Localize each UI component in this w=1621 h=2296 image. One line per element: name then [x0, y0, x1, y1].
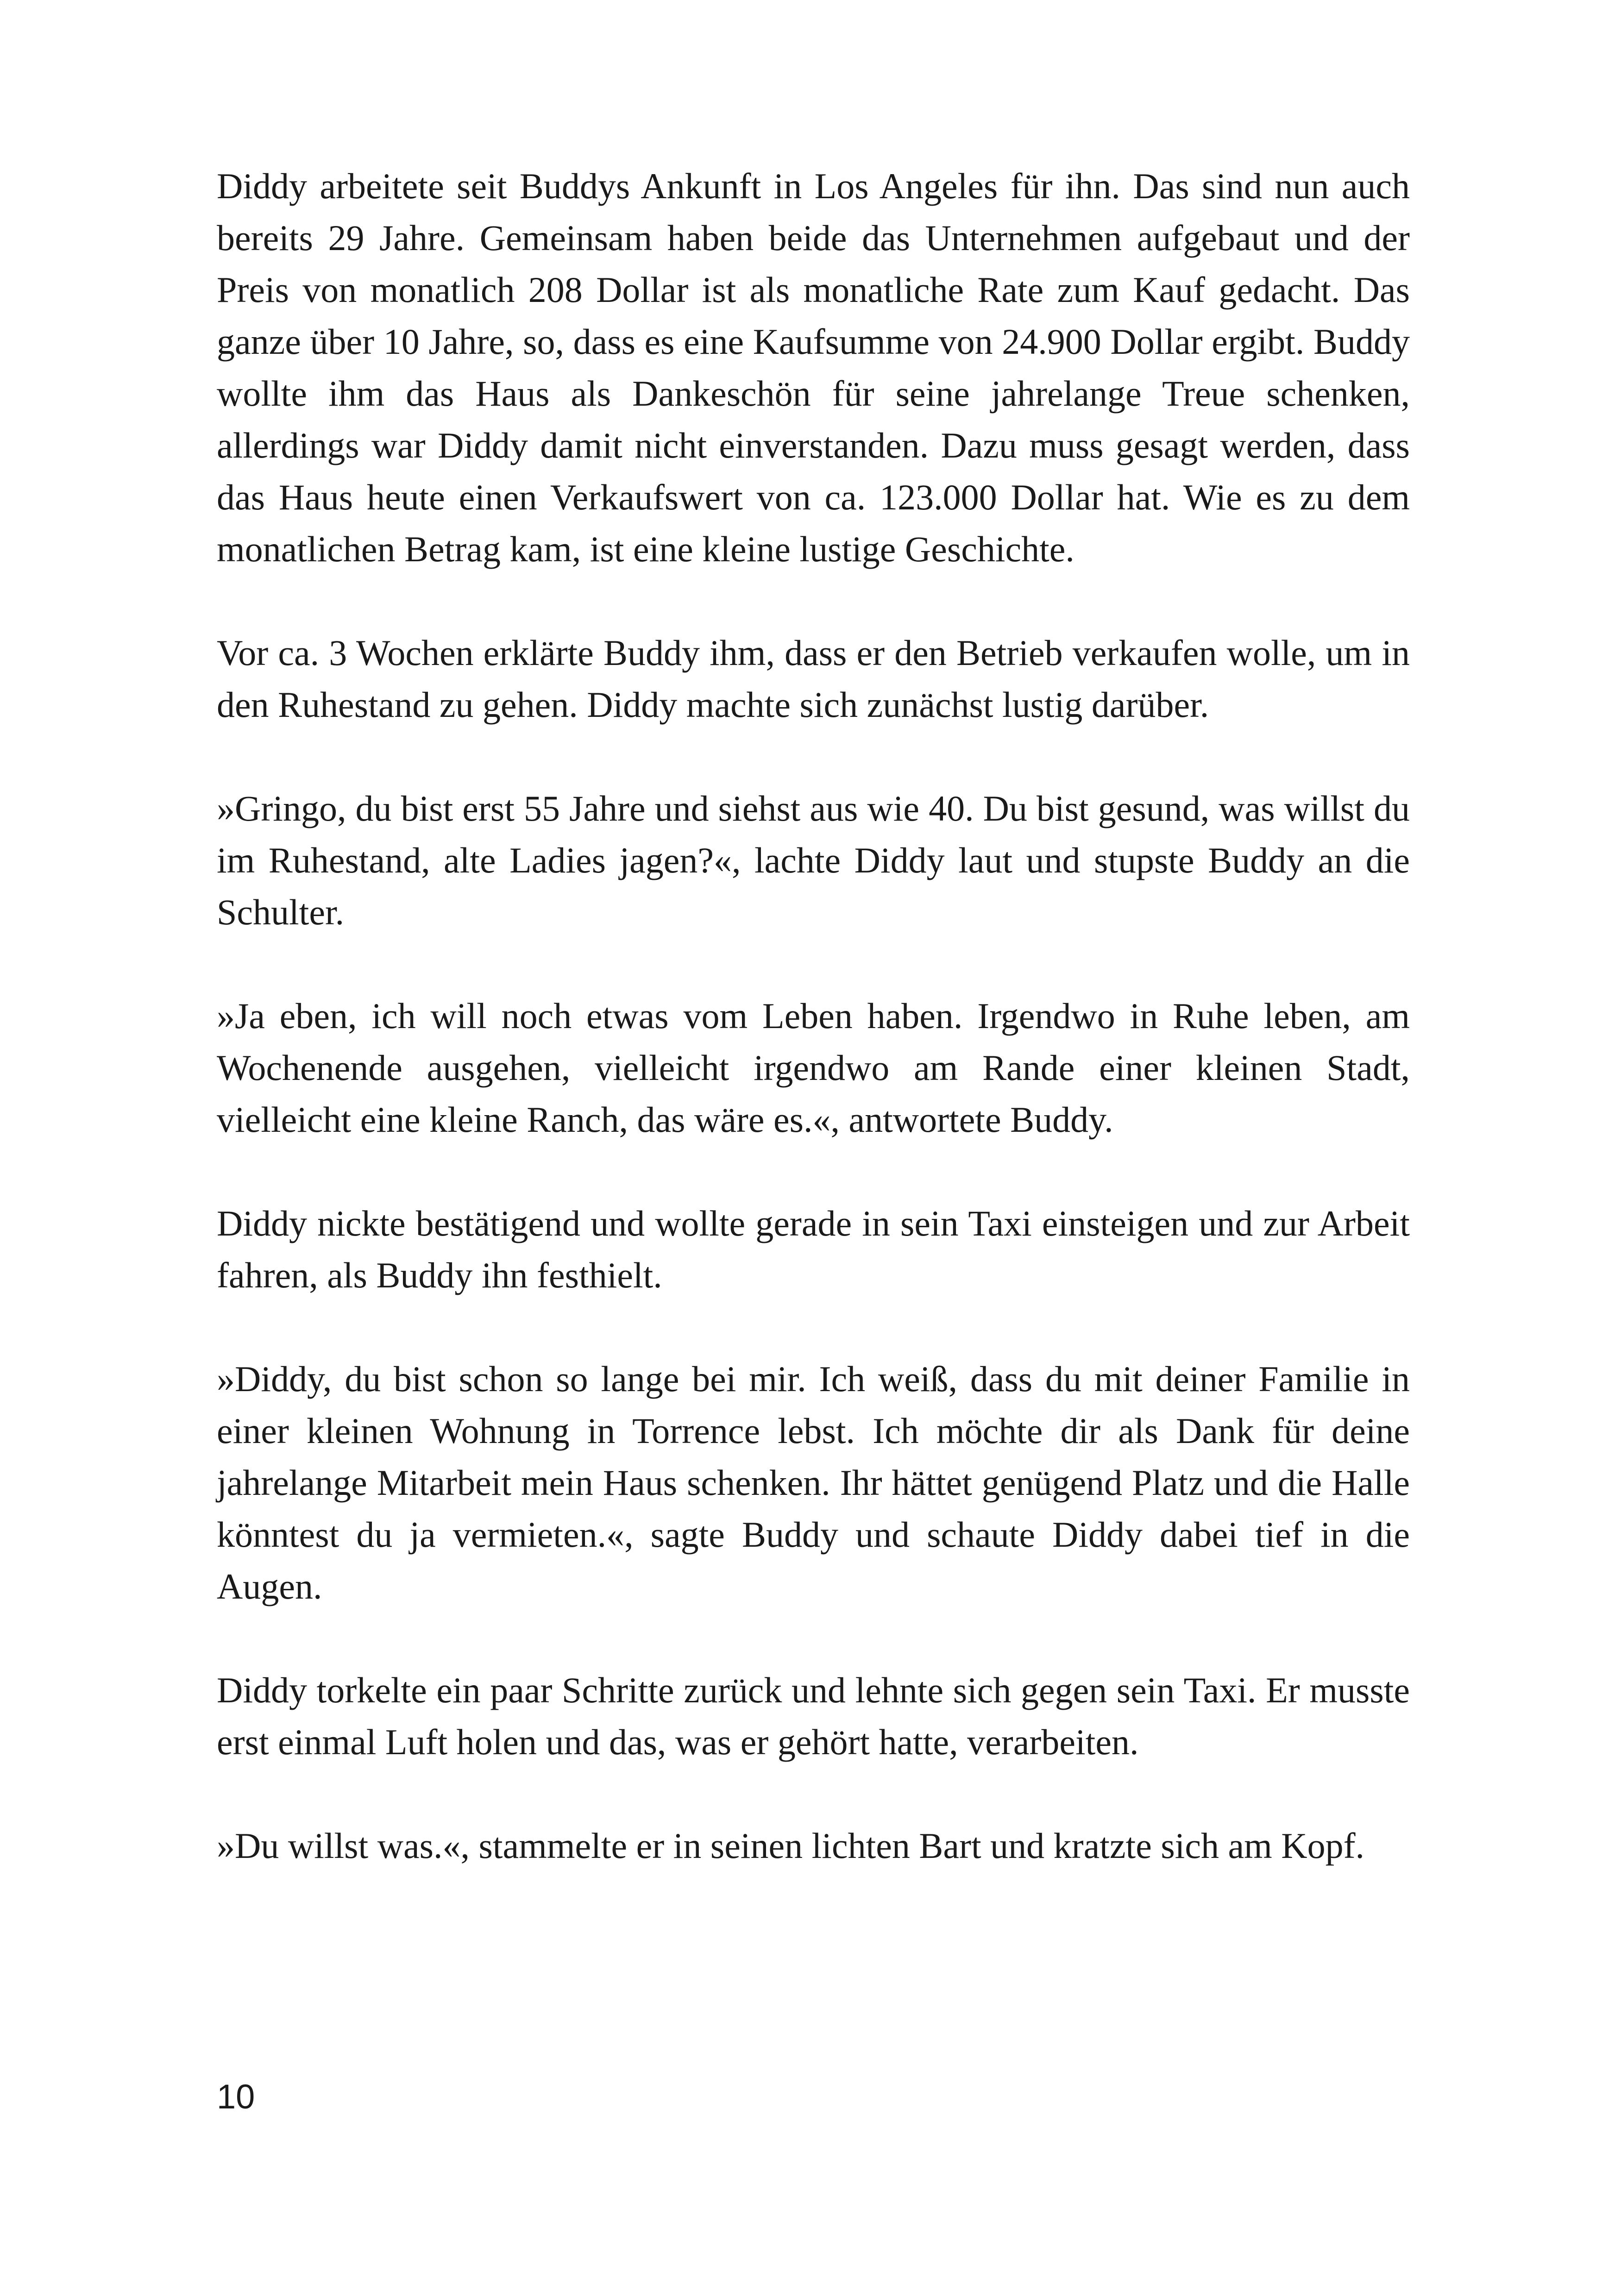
body-text: [217, 160, 1410, 1872]
paragraph-3: »Gringo, du bist erst 55 Jahre und siehst aus wie 40. Du bist gesund, was willst du im Ruhestand, alte Ladies jagen?«, lachte Diddy laut und stupste Buddy an die Schulter.: [217, 788, 1410, 932]
paragraph-1: Diddy arbeitete seit Buddys Ankunft in Los Angeles für ihn. Das sind nun auch bereits 29 Jahre. Gemeinsam haben beide das Unternehmen aufgebaut und der Preis von monatlich 208 Dollar ist als monatliche Rate zum Kauf gedacht. Das ganze über 10 Jahre, so, dass es eine Kaufsumme von 24.900 Dollar ergibt. Buddy wollte ihm das Haus als Dankeschön für seine jahrelange Treue schenken, allerdings war Diddy damit nicht einverstanden. Dazu muss gesagt werden, dass das Haus heute einen Verkaufswert von ca. 123.000 Dollar hat. Wie es zu dem monatlichen Betrag kam, ist eine kleine lustige Geschichte.: [217, 166, 1410, 569]
paragraph-4: »Ja eben, ich will noch etwas vom Leben haben. Irgendwo in Ruhe leben, am Wochenende ausgehen, vielleicht irgendwo am Rande einer kleinen Stadt, vielleicht eine kleine Ranch, das wäre es.«, antwortete Buddy.: [217, 996, 1410, 1140]
paragraph-5: Diddy nickte bestätigend und wollte gerade in sein Taxi einsteigen und zur Arbeit fahren, als Buddy ihn festhielt.: [217, 1203, 1410, 1295]
page-number: 10: [217, 2077, 255, 2116]
paragraph-2: Vor ca. 3 Wochen erklärte Buddy ihm, dass er den Betrieb verkaufen wolle, um in den Ruhestand zu gehen. Diddy machte sich zunächst lustig darüber.: [217, 633, 1410, 725]
paragraph-6: »Diddy, du bist schon so lange bei mir. Ich weiß, dass du mit deiner Familie in einer kleinen Wohnung in Torrence lebst. Ich möchte dir als Dank für deine jahrelange Mitarbeit mein Haus schenken. Ihr hättet genügend Platz und die Halle könntest du ja vermieten.«, sagte Buddy und schaute Diddy dabei tief in die Augen.: [217, 1359, 1410, 1606]
paragraph-8: »Du willst was.«, stammelte er in seinen lichten Bart und kratzte sich am Kopf.: [217, 1826, 1365, 1866]
paragraph-7: Diddy torkelte ein paar Schritte zurück und lehnte sich gegen sein Taxi. Er musste erst einmal Luft holen und das, was er gehört hatte, verarbeiten.: [217, 1670, 1410, 1762]
